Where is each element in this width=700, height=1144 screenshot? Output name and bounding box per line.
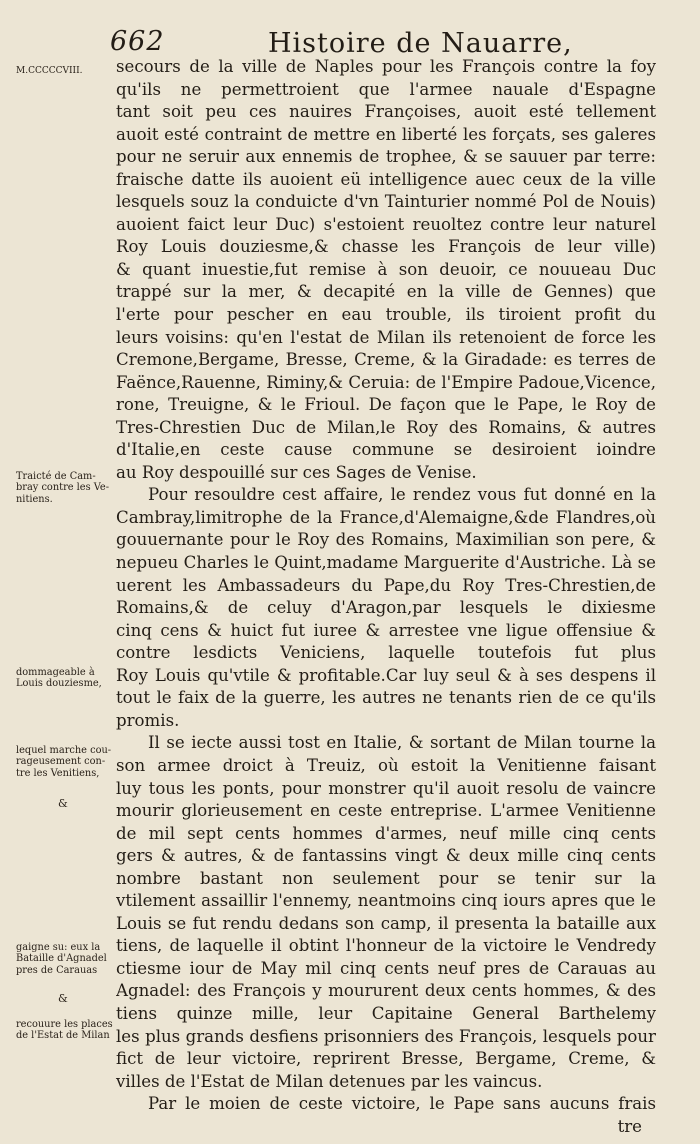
- text-line: promis.: [116, 710, 180, 730]
- text-line: Roy Louis qu'vtile & profitable.Car luy seul & à ses despens il: [116, 665, 656, 685]
- margin-note-line: rageusement con-: [16, 756, 106, 768]
- text-line: rone, Treuigne, & le Frioul. De façon que le Pape, le Roy de: [116, 395, 656, 415]
- text-line: Cremone,Bergame, Bresse, Creme, & la Giradade: es terres de: [116, 350, 656, 370]
- margin-note-line: lequel marche cou-: [16, 745, 112, 756]
- margin-note-line: bray contre les Ve-: [16, 482, 110, 494]
- text-line: gers & autres, & de fantassins vingt & deux mille cinq cents: [116, 846, 656, 866]
- text-line: leurs voisins: qu'en l'estat de Milan ils retenoient de force les: [116, 327, 656, 347]
- text-line: d'Italie,en ceste cause commune se desiroient ioindre: [116, 440, 656, 460]
- margin-note-cambray: [16, 471, 112, 505]
- margin-ornament: &: [58, 797, 68, 810]
- text-line: fict de leur victoire, reprirent Bresse, Bergame, Creme, &: [116, 1049, 656, 1069]
- margin-note-dommageable: [16, 667, 112, 690]
- text-line: Agnadel: des François y moururent deux cents hommes, & des: [116, 981, 656, 1001]
- text-line: Par le moien de ceste victoire, le Pape sans aucuns frais: [148, 1094, 656, 1114]
- text-line: lesquels souz la conduicte d'vn Tainturier nommé Pol de Nouis): [116, 192, 656, 212]
- text-line: Pour resouldre cest affaire, le rendez vous fut donné en la: [148, 485, 656, 505]
- text-line: trappé sur la mer, & decapité en la ville de Gennes) que: [116, 282, 656, 302]
- margin-note-line: Bataille d'Agnadel: [16, 953, 107, 965]
- margin-note-line: nitiens.: [16, 493, 53, 505]
- text-line: auoient faict leur Duc) s'estoient reuoltez contre leur naturel: [116, 214, 656, 234]
- text-line: tiens quinze mille, leur Capitaine General Barthelemy: [116, 1003, 656, 1023]
- text-line: villes de l'Estat de Milan detenues par les vaincus.: [116, 1071, 543, 1091]
- margin-note-line: de l'Estat de Milan: [16, 1030, 110, 1042]
- text-line: Tres-Chrestien Duc de Milan,le Roy des Romains, & autres: [116, 417, 656, 437]
- text-line: Louis se fut rendu dedans son camp, il presenta la bataille aux: [116, 913, 656, 933]
- margin-note-recouvre: [16, 1019, 112, 1042]
- margin-note-line: Louis douziesme,: [16, 678, 102, 690]
- text-line: fraische datte ils auoient eü intelligence auec ceux de la ville: [116, 169, 656, 189]
- text-line: tout le faix de la guerre, les autres ne tenants rien de ce qu'ils: [116, 688, 656, 708]
- margin-note-line: tre les Venitiens,: [16, 767, 100, 779]
- text-line: secours de la ville de Naples pour les François contre la foy: [116, 57, 656, 76]
- text-line: de mil sept cents hommes d'armes, neuf mille cinq cents: [116, 823, 656, 843]
- margin-notes: [0, 0, 113, 1144]
- margin-note-line: pres de Carauas: [16, 964, 98, 976]
- text-line: qu'ils ne permettroient que l'armee nauale d'Espagne: [116, 79, 656, 99]
- catchword: tre: [617, 1116, 642, 1136]
- text-line: nepueu Charles le Quint,madame Marguerite d'Austriche. Là se: [116, 553, 656, 573]
- text-line: luy tous les ponts, pour monstrer qu'il auoit resolu de vaincre: [116, 778, 656, 798]
- running-title: Histoire de Nauarre,: [268, 28, 573, 59]
- text-line: auoit esté contraint de mettre en liberté les forçats, ses galeres: [116, 124, 656, 144]
- text-line: tiens, de laquelle il obtint l'honneur de la victoire le Vendredy: [116, 936, 656, 956]
- text-line: Cambray,limitrophe de la France,d'Alemaigne,&de Flandres,où: [116, 507, 656, 527]
- page-header: [108, 18, 648, 58]
- text-line: & quant inuestie,fut remise à son deuoir, ce nouueau Duc: [116, 259, 656, 279]
- body-text: [116, 56, 656, 1138]
- text-line: Faënce,Rauenne, Riminy,& Ceruia: de l'Empire Padoue,Vicence,: [116, 372, 656, 392]
- margin-note-agnadel: [16, 942, 112, 976]
- margin-year: M.CCCCCVIII.: [16, 66, 83, 76]
- text-line: Roy Louis douziesme,& chasse les François de leur ville): [116, 237, 656, 257]
- text-line: nombre bastant non seulement pour se tenir sur la: [116, 868, 656, 888]
- text-line: l'erte pour pescher en eau trouble, ils tiroient profit du: [116, 305, 656, 325]
- text-line: ctiesme iour de May mil cinq cents neuf pres de Carauas au: [116, 958, 656, 978]
- text-line: pour ne seruir aux ennemis de trophee, & se sauuer par terre:: [116, 147, 656, 167]
- text-line: mourir glorieusement en ceste entreprise. L'armee Venitienne: [116, 801, 656, 821]
- page-number: 662: [110, 26, 165, 57]
- text-line: tant soit peu ces nauires Françoises, auoit esté tellement: [116, 102, 656, 122]
- margin-note-line: gaigne su: eux la: [16, 942, 101, 953]
- text-line: les plus grands desfiens prisonniers des François, lesquels pour: [116, 1026, 656, 1046]
- text-line: contre lesdicts Veniciens, laquelle toutefois fut plus: [116, 643, 656, 663]
- text-line: son armee droict à Treuiz, où estoit la Venitienne faisant: [116, 755, 656, 775]
- text-line: au Roy despouillé sur ces Sages de Venise.: [116, 462, 477, 482]
- margin-ornament: &: [58, 992, 68, 1005]
- text-line: vtilement assaillir l'ennemy, neantmoins cinq iours apres que le: [116, 891, 656, 911]
- text-line: Il se iecte aussi tost en Italie, & sortant de Milan tourne la: [148, 733, 656, 753]
- text-line: Romains,& de celuy d'Aragon,par lesquels le dixiesme: [116, 598, 656, 618]
- margin-note-line: dommageable à: [16, 667, 95, 678]
- text-line: uerent les Ambassadeurs du Pape,du Roy Tres-Chrestien,de: [116, 575, 656, 595]
- margin-note-line: recouure les places: [16, 1019, 113, 1030]
- margin-note-line: Traicté de Cam-: [16, 471, 96, 482]
- text-line: gouuernante pour le Roy des Romains, Maximilian son pere, &: [116, 530, 656, 550]
- text-line: cinq cens & huict fut iuree & arrestee vne ligue offensiue &: [116, 620, 656, 640]
- margin-note-marche: [16, 745, 112, 779]
